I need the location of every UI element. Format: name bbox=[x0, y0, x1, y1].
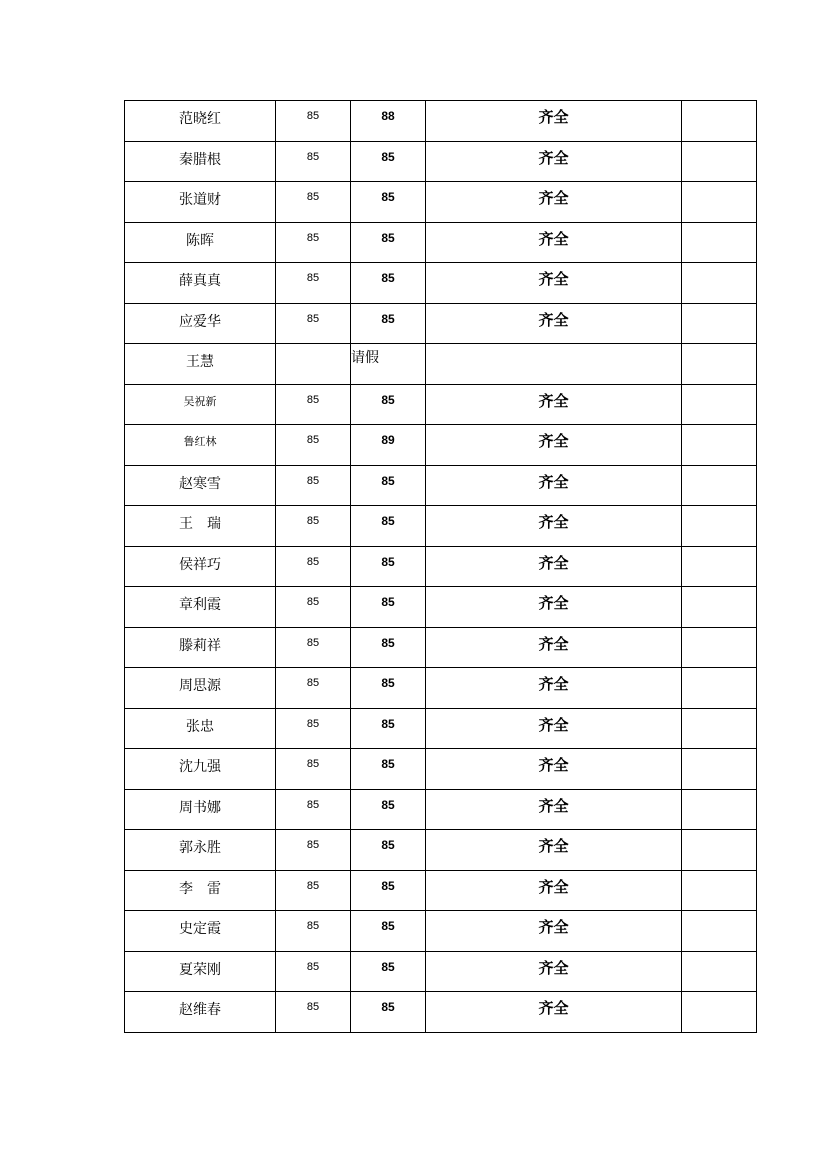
score1-cell: 85 bbox=[276, 587, 351, 628]
name-cell: 薛真真 bbox=[125, 263, 276, 304]
score1-cell: 85 bbox=[276, 303, 351, 344]
name-cell: 陈晖 bbox=[125, 222, 276, 263]
note-cell bbox=[682, 303, 757, 344]
score1-cell: 85 bbox=[276, 749, 351, 790]
score2-cell: 85 bbox=[351, 668, 426, 709]
score1-cell: 85 bbox=[276, 992, 351, 1033]
score1-cell: 85 bbox=[276, 141, 351, 182]
score1-cell: 85 bbox=[276, 627, 351, 668]
score1-cell: 85 bbox=[276, 546, 351, 587]
score1-cell: 85 bbox=[276, 384, 351, 425]
status-cell: 齐全 bbox=[426, 182, 682, 223]
status-cell: 齐全 bbox=[426, 506, 682, 547]
score1-cell: 85 bbox=[276, 668, 351, 709]
score2-cell: 85 bbox=[351, 992, 426, 1033]
note-cell bbox=[682, 708, 757, 749]
table-row bbox=[125, 992, 757, 1033]
name-cell: 周书娜 bbox=[125, 789, 276, 830]
status-cell: 齐全 bbox=[426, 951, 682, 992]
score2-cell: 88 bbox=[351, 101, 426, 142]
name-cell: 鲁红林 bbox=[125, 425, 276, 466]
table-row bbox=[125, 749, 757, 790]
table-row bbox=[125, 384, 757, 425]
table-row bbox=[125, 546, 757, 587]
status-cell: 齐全 bbox=[426, 708, 682, 749]
score2-cell: 85 bbox=[351, 870, 426, 911]
score1-cell: 85 bbox=[276, 182, 351, 223]
status-cell: 齐全 bbox=[426, 789, 682, 830]
note-cell bbox=[682, 465, 757, 506]
score1-cell bbox=[276, 344, 351, 385]
score2-cell: 85 bbox=[351, 587, 426, 628]
name-cell: 赵寒雪 bbox=[125, 465, 276, 506]
name-cell: 沈九强 bbox=[125, 749, 276, 790]
note-cell bbox=[682, 222, 757, 263]
status-cell: 齐全 bbox=[426, 587, 682, 628]
name-cell: 周思源 bbox=[125, 668, 276, 709]
score1-cell: 85 bbox=[276, 506, 351, 547]
note-cell bbox=[682, 587, 757, 628]
score2-cell: 85 bbox=[351, 384, 426, 425]
score1-cell: 85 bbox=[276, 222, 351, 263]
note-cell bbox=[682, 749, 757, 790]
name-cell: 章利霞 bbox=[125, 587, 276, 628]
score2-cell: 85 bbox=[351, 141, 426, 182]
table-row bbox=[125, 870, 757, 911]
table-row bbox=[125, 303, 757, 344]
note-cell bbox=[682, 992, 757, 1033]
note-cell bbox=[682, 911, 757, 952]
score2-cell: 85 bbox=[351, 789, 426, 830]
note-cell bbox=[682, 627, 757, 668]
note-cell bbox=[682, 506, 757, 547]
score1-cell: 85 bbox=[276, 830, 351, 871]
note-cell bbox=[682, 546, 757, 587]
table-row bbox=[125, 101, 757, 142]
score2-cell: 请假 bbox=[351, 344, 426, 385]
status-cell: 齐全 bbox=[426, 870, 682, 911]
score1-cell: 85 bbox=[276, 870, 351, 911]
score2-cell: 85 bbox=[351, 182, 426, 223]
table-row bbox=[125, 425, 757, 466]
score2-cell: 89 bbox=[351, 425, 426, 466]
score2-cell: 85 bbox=[351, 263, 426, 304]
status-cell: 齐全 bbox=[426, 546, 682, 587]
score2-cell: 85 bbox=[351, 222, 426, 263]
score1-cell: 85 bbox=[276, 951, 351, 992]
table-row bbox=[125, 830, 757, 871]
note-cell bbox=[682, 870, 757, 911]
table-row bbox=[125, 587, 757, 628]
table-row bbox=[125, 911, 757, 952]
score2-cell: 85 bbox=[351, 303, 426, 344]
note-cell bbox=[682, 951, 757, 992]
note-cell bbox=[682, 830, 757, 871]
score1-cell: 85 bbox=[276, 789, 351, 830]
note-cell bbox=[682, 344, 757, 385]
score2-cell: 85 bbox=[351, 749, 426, 790]
score1-cell: 85 bbox=[276, 263, 351, 304]
score2-cell: 85 bbox=[351, 465, 426, 506]
name-cell: 滕莉祥 bbox=[125, 627, 276, 668]
table-row bbox=[125, 627, 757, 668]
table-row bbox=[125, 668, 757, 709]
status-cell: 齐全 bbox=[426, 830, 682, 871]
score1-cell: 85 bbox=[276, 708, 351, 749]
status-cell: 齐全 bbox=[426, 263, 682, 304]
score2-cell: 85 bbox=[351, 708, 426, 749]
score2-cell: 85 bbox=[351, 506, 426, 547]
name-cell: 张道财 bbox=[125, 182, 276, 223]
status-cell: 齐全 bbox=[426, 992, 682, 1033]
status-cell: 齐全 bbox=[426, 101, 682, 142]
score1-cell: 85 bbox=[276, 101, 351, 142]
name-cell: 秦腊根 bbox=[125, 141, 276, 182]
table-row bbox=[125, 789, 757, 830]
name-cell: 应爱华 bbox=[125, 303, 276, 344]
status-cell bbox=[426, 344, 682, 385]
name-cell: 夏荣刚 bbox=[125, 951, 276, 992]
note-cell bbox=[682, 425, 757, 466]
name-cell: 赵维春 bbox=[125, 992, 276, 1033]
name-cell: 史定霞 bbox=[125, 911, 276, 952]
status-cell: 齐全 bbox=[426, 303, 682, 344]
note-cell bbox=[682, 141, 757, 182]
name-cell: 王慧 bbox=[125, 344, 276, 385]
score2-cell: 85 bbox=[351, 951, 426, 992]
status-cell: 齐全 bbox=[426, 141, 682, 182]
score2-cell: 85 bbox=[351, 830, 426, 871]
table-row bbox=[125, 263, 757, 304]
name-cell: 侯祥巧 bbox=[125, 546, 276, 587]
table-row bbox=[125, 708, 757, 749]
status-cell: 齐全 bbox=[426, 465, 682, 506]
note-cell bbox=[682, 789, 757, 830]
name-cell: 李 雷 bbox=[125, 870, 276, 911]
name-cell: 范晓红 bbox=[125, 101, 276, 142]
score2-cell: 85 bbox=[351, 627, 426, 668]
status-cell: 齐全 bbox=[426, 425, 682, 466]
status-cell: 齐全 bbox=[426, 222, 682, 263]
score2-cell: 85 bbox=[351, 546, 426, 587]
table-row bbox=[125, 141, 757, 182]
table-row bbox=[125, 344, 757, 385]
score1-cell: 85 bbox=[276, 465, 351, 506]
name-cell: 吴祝新 bbox=[125, 384, 276, 425]
table-body bbox=[125, 101, 757, 1033]
status-cell: 齐全 bbox=[426, 911, 682, 952]
name-cell: 郭永胜 bbox=[125, 830, 276, 871]
score-table bbox=[124, 100, 757, 1033]
table-row bbox=[125, 182, 757, 223]
note-cell bbox=[682, 384, 757, 425]
score1-cell: 85 bbox=[276, 911, 351, 952]
table-row bbox=[125, 506, 757, 547]
note-cell bbox=[682, 182, 757, 223]
table-row bbox=[125, 222, 757, 263]
name-cell: 王 瑞 bbox=[125, 506, 276, 547]
status-cell: 齐全 bbox=[426, 749, 682, 790]
name-cell: 张忠 bbox=[125, 708, 276, 749]
score2-cell: 85 bbox=[351, 911, 426, 952]
note-cell bbox=[682, 101, 757, 142]
note-cell bbox=[682, 668, 757, 709]
status-cell: 齐全 bbox=[426, 384, 682, 425]
score1-cell: 85 bbox=[276, 425, 351, 466]
note-cell bbox=[682, 263, 757, 304]
table-row bbox=[125, 951, 757, 992]
status-cell: 齐全 bbox=[426, 627, 682, 668]
status-cell: 齐全 bbox=[426, 668, 682, 709]
table-row bbox=[125, 465, 757, 506]
